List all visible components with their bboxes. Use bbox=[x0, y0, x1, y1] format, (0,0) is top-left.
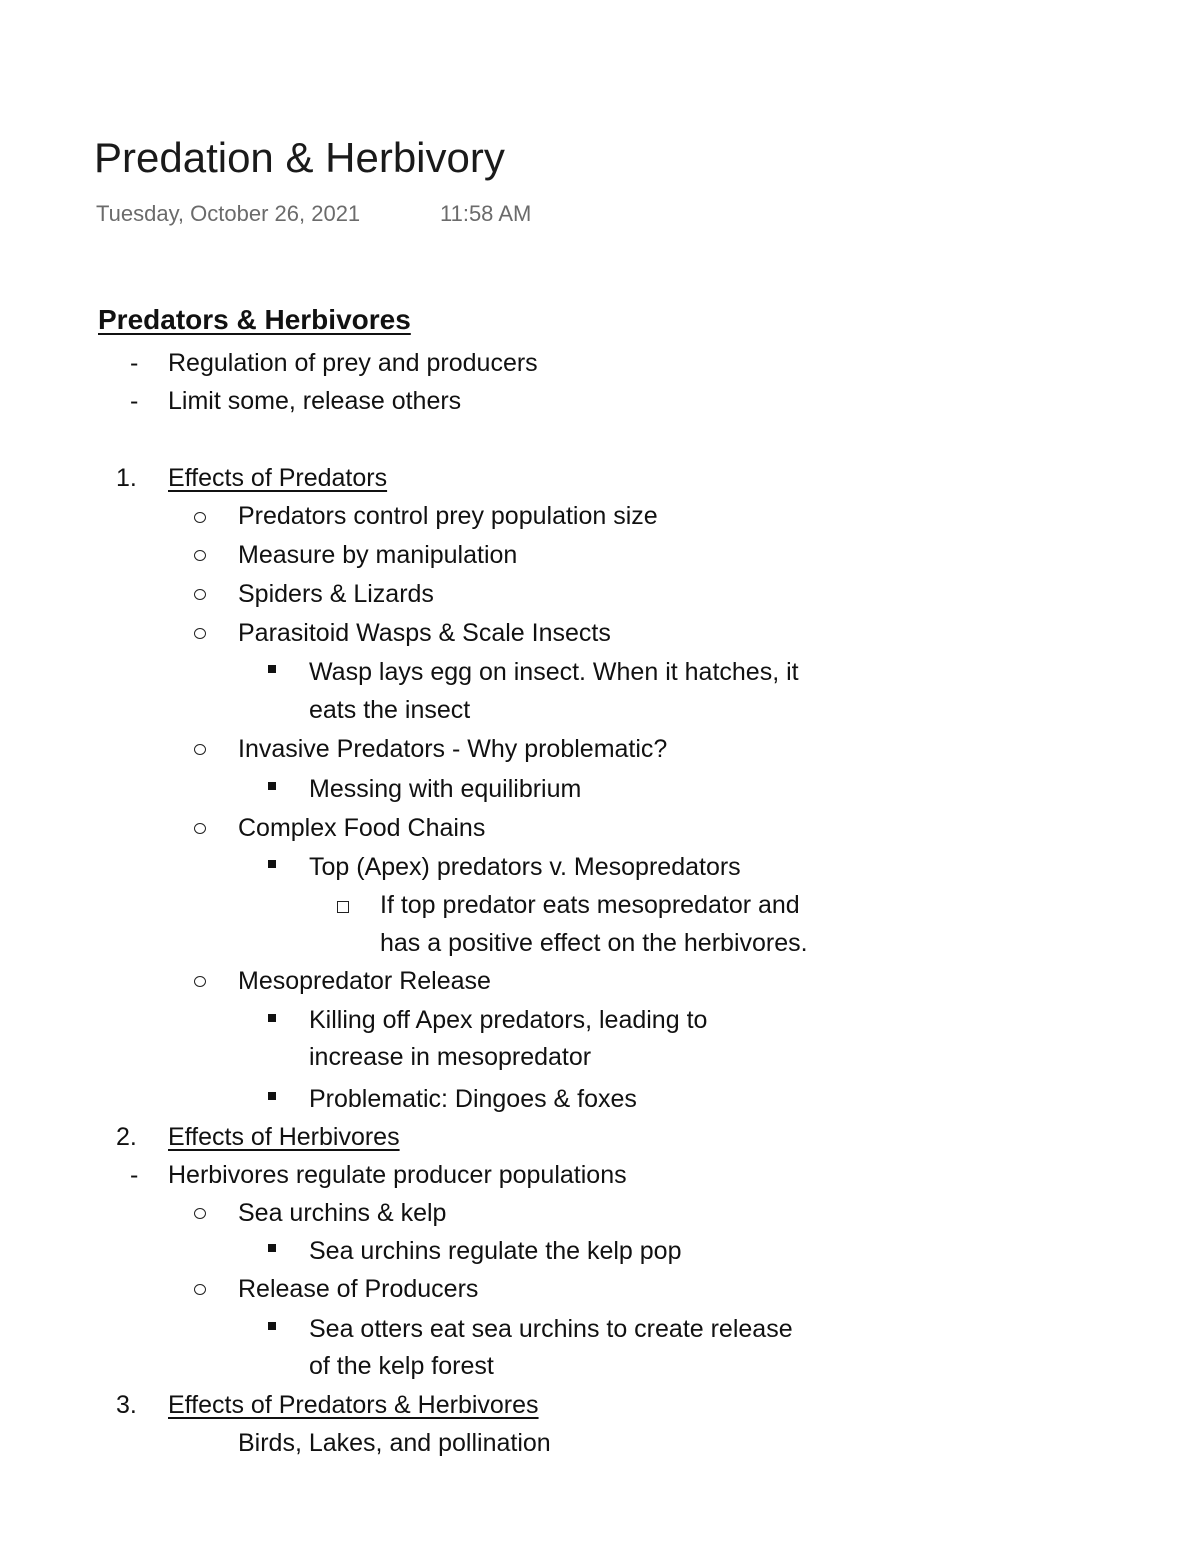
section-number: 2. bbox=[116, 1123, 137, 1151]
section-1-title: Effects of Predators bbox=[168, 464, 388, 492]
square-bullet-icon bbox=[268, 1322, 276, 1330]
list-item: If top predator eats mesopredator and bbox=[380, 891, 800, 919]
hollow-circle-bullet-icon bbox=[194, 550, 206, 561]
square-bullet-icon bbox=[268, 1244, 276, 1252]
dash-marker: - bbox=[130, 349, 139, 377]
list-item: Messing with equilibrium bbox=[309, 775, 582, 803]
list-item-continuation: eats the insect bbox=[309, 696, 471, 724]
square-bullet-icon bbox=[268, 665, 276, 673]
intro-line-2: Limit some, release others bbox=[168, 387, 462, 415]
square-bullet-icon bbox=[268, 782, 276, 790]
list-item-continuation: has a positive effect on the herbivores. bbox=[380, 929, 808, 957]
list-item: Herbivores regulate producer populations bbox=[168, 1161, 627, 1189]
square-bullet-icon bbox=[268, 1092, 276, 1100]
list-item: Wasp lays egg on insect. When it hatches, it bbox=[309, 658, 799, 686]
dash-marker: - bbox=[130, 1161, 139, 1189]
hollow-circle-bullet-icon bbox=[194, 512, 206, 523]
note-date: Tuesday, October 26, 2021 bbox=[96, 201, 361, 226]
section-2-title: Effects of Herbivores bbox=[168, 1123, 400, 1151]
list-item: Sea otters eat sea urchins to create release bbox=[309, 1315, 793, 1343]
intro-line-1: Regulation of prey and producers bbox=[168, 349, 538, 377]
page-title: Predation & Herbivory bbox=[94, 134, 505, 181]
hollow-circle-bullet-icon bbox=[194, 628, 206, 639]
dash-marker: - bbox=[130, 387, 139, 415]
list-item: Complex Food Chains bbox=[238, 814, 486, 842]
list-item: Mesopredator Release bbox=[238, 967, 491, 995]
square-bullet-icon bbox=[268, 1014, 276, 1022]
section-number: 3. bbox=[116, 1391, 137, 1419]
list-item: Sea urchins & kelp bbox=[238, 1199, 447, 1227]
section-heading: Predators & Herbivores bbox=[98, 304, 411, 335]
hollow-circle-bullet-icon bbox=[194, 589, 206, 600]
list-item: Predators control prey population size bbox=[238, 502, 658, 530]
section-3-title: Effects of Predators & Herbivores bbox=[168, 1391, 539, 1419]
hollow-circle-bullet-icon bbox=[194, 1284, 206, 1295]
list-item-continuation: of the kelp forest bbox=[309, 1352, 494, 1380]
cut-off-list-item: Birds, Lakes, and pollination bbox=[238, 1429, 551, 1457]
list-item: Top (Apex) predators v. Mesopredators bbox=[309, 853, 741, 881]
list-item: Measure by manipulation bbox=[238, 541, 518, 569]
hollow-circle-bullet-icon bbox=[194, 976, 206, 987]
hollow-square-bullet-icon bbox=[337, 901, 349, 913]
list-item: Problematic: Dingoes & foxes bbox=[309, 1085, 637, 1113]
note-time: 11:58 AM bbox=[440, 201, 532, 226]
list-item: Parasitoid Wasps & Scale Insects bbox=[238, 619, 611, 647]
list-item: Release of Producers bbox=[238, 1275, 479, 1303]
list-item: Spiders & Lizards bbox=[238, 580, 434, 608]
list-item: Sea urchins regulate the kelp pop bbox=[309, 1237, 682, 1265]
list-item: Killing off Apex predators, leading to bbox=[309, 1006, 708, 1034]
section-number: 1. bbox=[116, 464, 137, 492]
list-item: Invasive Predators - Why problematic? bbox=[238, 735, 668, 763]
square-bullet-icon bbox=[268, 860, 276, 868]
hollow-circle-bullet-icon bbox=[194, 823, 206, 834]
hollow-circle-bullet-icon bbox=[194, 744, 206, 755]
list-item-continuation: increase in mesopredator bbox=[309, 1043, 592, 1071]
hollow-circle-bullet-icon bbox=[194, 1208, 206, 1219]
